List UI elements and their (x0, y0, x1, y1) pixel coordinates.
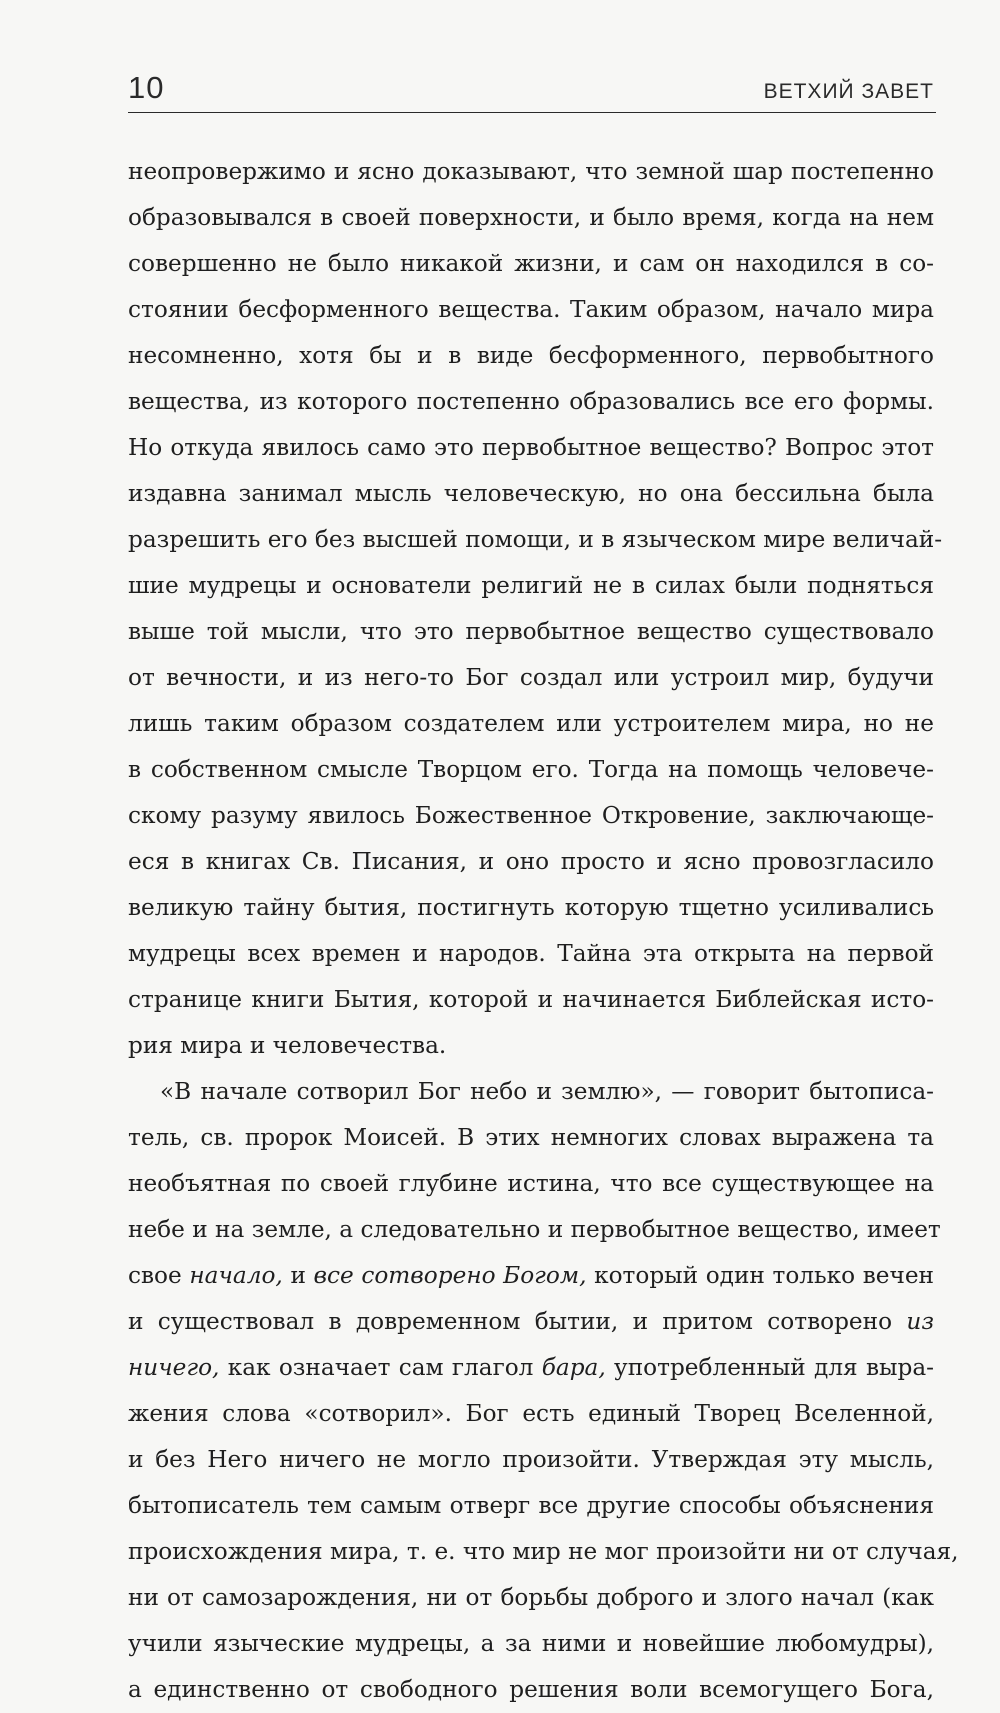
running-title: ВЕТХИЙ ЗАВЕТ (763, 80, 934, 103)
text-line: Но откуда явилось само это первобытное вещество? Вопрос этот (128, 434, 934, 461)
text-line: несомненно, хотя бы и в виде бесформенного, первобытного (128, 342, 934, 369)
text-segment: и (282, 1262, 314, 1289)
italic-term: ничего, (128, 1354, 220, 1381)
text-segment: и существовал в довременном бытии, и притом сотворено (128, 1308, 907, 1335)
text-line: стоянии бесформенного вещества. Таким образом, начало мира (128, 296, 934, 323)
text-line-paragraph-start: «В начале сотворил Бог небо и землю», — говорит бытописа- (160, 1078, 934, 1105)
text-segment: употребленный для выра- (605, 1354, 934, 1381)
text-segment: как означает сам глагол (219, 1354, 542, 1381)
text-line: ни от самозарождения, ни от борьбы доброго и злого начал (как (128, 1584, 934, 1611)
text-line: великую тайну бытия, постигнуть которую тщетно усиливались (128, 894, 934, 921)
page-header (128, 68, 936, 113)
italic-phrase: все сотворено Богом, (313, 1262, 587, 1289)
text-segment: свое (128, 1262, 190, 1289)
text-line: совершенно не было никакой жизни, и сам он находился в со- (128, 250, 934, 277)
text-line-paragraph-end: рия мира и человечества. (128, 1032, 447, 1059)
text-line: происхождения мира, т. е. что мир не мог произойти ни от случая, (128, 1538, 959, 1565)
text-line: тель, св. пророк Моисей. В этих немногих словах выражена та (128, 1124, 934, 1151)
text-line: жения слова «сотворил». Бог есть единый Творец Вселенной, (128, 1400, 934, 1427)
text-line: шие мудрецы и основатели религий не в силах были подняться (128, 572, 934, 599)
text-line: странице книги Бытия, которой и начинается Библейская исто- (128, 986, 934, 1013)
text-line: лишь таким образом создателем или устроителем мира, но не (128, 710, 934, 737)
text-line: неопровержимо и ясно доказывают, что земной шар постепенно (128, 158, 934, 185)
text-line: мудрецы всех времен и народов. Тайна эта открыта на первой (128, 940, 934, 967)
text-line: и без Него ничего не могло произойти. Утверждая эту мысль, (128, 1446, 934, 1473)
italic-term: бара, (541, 1354, 606, 1381)
text-line: образовывался в своей поверхности, и было время, когда на нем (128, 204, 934, 231)
page-number: 10 (128, 70, 165, 105)
text-line: а единственно от свободного решения воли всемогущего Бога, (128, 1676, 934, 1703)
text-line: скому разуму явилось Божественное Откровение, заключающе- (128, 802, 934, 829)
text-line: в собственном смысле Творцом его. Тогда на помощь человече- (128, 756, 934, 783)
text-line: выше той мысли, что это первобытное вещество существовало (128, 618, 934, 645)
text-segment: который один только вечен (586, 1262, 935, 1289)
text-line: еся в книгах Св. Писания, и оно просто и ясно провозгласило (128, 848, 934, 875)
text-line: учили языческие мудрецы, а за ними и новейшие любомудры), (128, 1630, 934, 1657)
text-line: небе и на земле, а следовательно и первобытное вещество, имеет (128, 1216, 941, 1243)
body-text (128, 149, 959, 1713)
text-line: издавна занимал мысль человеческую, но она бессильна была (128, 480, 934, 507)
text-line: вещества, из которого постепенно образовались все его формы. (128, 388, 934, 415)
text-line: бытописатель тем самым отверг все другие способы объяснения (128, 1492, 934, 1519)
text-line: разрешить его без высшей помощи, и в языческом мире величай- (128, 526, 943, 553)
text-line (128, 1253, 934, 1299)
text-line (128, 1345, 934, 1391)
italic-term: начало, (189, 1262, 283, 1289)
text-line: от вечности, и из него-то Бог создал или устроил мир, будучи (128, 664, 934, 691)
italic-term: из (906, 1308, 934, 1335)
text-line: необъятная по своей глубине истина, что все существующее на (128, 1170, 934, 1197)
text-line (128, 1299, 934, 1345)
